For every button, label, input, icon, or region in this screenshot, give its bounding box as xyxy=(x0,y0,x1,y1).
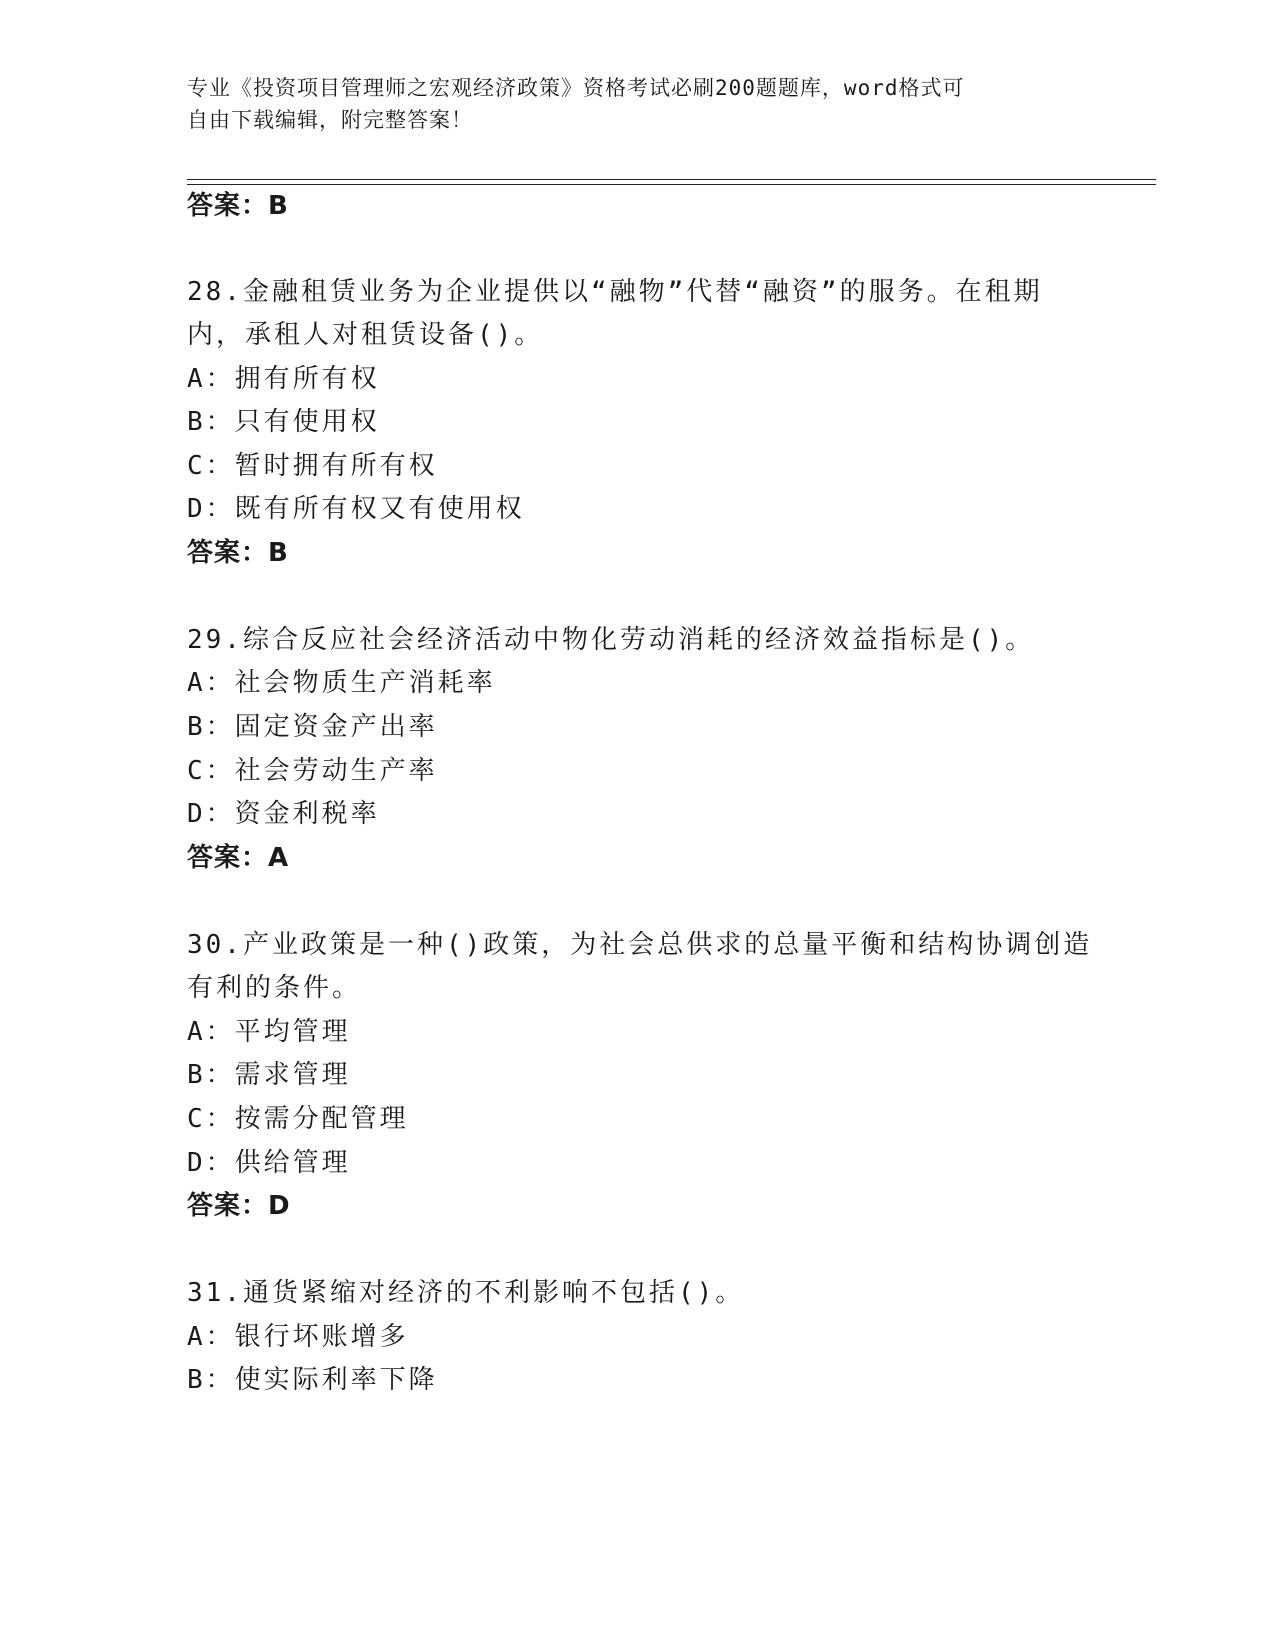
question-28-option-d: D：既有所有权又有使用权 xyxy=(187,494,525,524)
question-28-answer: 答案：B xyxy=(187,538,289,568)
question-31-text-line-1: 31.通货紧缩对经济的不利影响不包括()。 xyxy=(187,1278,745,1308)
question-28-option-c: C：暂时拥有所有权 xyxy=(187,451,438,481)
question-29-option-a: A：社会物质生产消耗率 xyxy=(187,668,496,698)
question-29-text-line-1: 29.综合反应社会经济活动中物化劳动消耗的经济效益指标是()。 xyxy=(187,625,1035,655)
header-line-2: 自由下载编辑，附完整答案！ xyxy=(187,108,473,132)
question-30-option-d: D：供给管理 xyxy=(187,1148,351,1178)
question-30-text-line-2: 有利的条件。 xyxy=(187,973,362,1003)
question-30-option-b: B：需求管理 xyxy=(187,1060,351,1090)
question-29-option-d: D：资金利税率 xyxy=(187,799,380,829)
question-28-option-b: B：只有使用权 xyxy=(187,407,380,437)
question-30-option-a: A：平均管理 xyxy=(187,1017,351,1047)
question-31-option-b: B：使实际利率下降 xyxy=(187,1365,438,1395)
question-31-option-a: A：银行坏账增多 xyxy=(187,1322,409,1352)
header-divider-top xyxy=(187,179,1156,180)
question-28-option-a: A：拥有所有权 xyxy=(187,364,380,394)
question-29-option-c: C：社会劳动生产率 xyxy=(187,756,438,786)
question-30-option-c: C：按需分配管理 xyxy=(187,1104,409,1134)
question-30-text-line-1: 30.产业政策是一种()政策，为社会总供求的总量平衡和结构协调创造 xyxy=(187,930,1093,960)
answer-prev: 答案：B xyxy=(187,191,289,221)
question-28-text-line-2: 内，承租人对租赁设备()。 xyxy=(187,320,544,350)
question-29-answer: 答案：A xyxy=(187,843,290,873)
question-29-option-b: B：固定资金产出率 xyxy=(187,712,438,742)
question-30-answer: 答案：D xyxy=(187,1191,291,1221)
header-divider-bottom xyxy=(187,184,1156,185)
header-line-1: 专业《投资项目管理师之宏观经济政策》资格考试必刷200题题库，word格式可 xyxy=(187,76,965,100)
question-28-text-line-1: 28.金融租赁业务为企业提供以“融物”代替“融资”的服务。在租期 xyxy=(187,277,1043,307)
document-header xyxy=(187,72,1067,136)
